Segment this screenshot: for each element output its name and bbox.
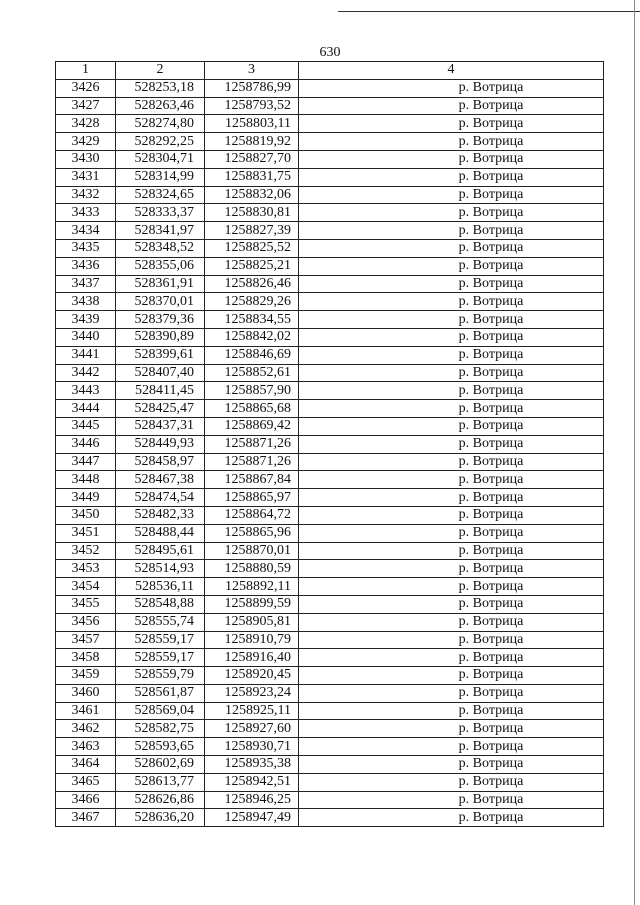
x-coordinate-cell: 528253,18 <box>116 79 205 97</box>
object-name-cell: р. Вотрица <box>299 613 604 631</box>
x-coordinate-cell: 528379,36 <box>116 311 205 329</box>
point-number-cell: 3464 <box>56 756 116 774</box>
y-coordinate-cell: 1258923,24 <box>205 684 299 702</box>
point-number-cell: 3436 <box>56 257 116 275</box>
object-name-cell: р. Вотрица <box>299 79 604 97</box>
x-coordinate-cell: 528467,38 <box>116 471 205 489</box>
point-number-cell: 3459 <box>56 667 116 685</box>
point-number-cell: 3428 <box>56 115 116 133</box>
object-name-cell: р. Вотрица <box>299 578 604 596</box>
table-row <box>56 631 604 649</box>
object-name-cell: р. Вотрица <box>299 204 604 222</box>
point-number-cell: 3448 <box>56 471 116 489</box>
x-coordinate-cell: 528425,47 <box>116 400 205 418</box>
y-coordinate-cell: 1258829,26 <box>205 293 299 311</box>
table-body <box>56 79 604 826</box>
object-name-cell: р. Вотрица <box>299 150 604 168</box>
page-number: 630 <box>319 45 341 60</box>
point-number-cell: 3437 <box>56 275 116 293</box>
x-coordinate-cell: 528482,33 <box>116 506 205 524</box>
y-coordinate-cell: 1258793,52 <box>205 97 299 115</box>
page-top-edge-line <box>338 11 640 12</box>
table-row <box>56 756 604 774</box>
point-number-cell: 3444 <box>56 400 116 418</box>
point-number-cell: 3454 <box>56 578 116 596</box>
table-row <box>56 560 604 578</box>
table-row <box>56 275 604 293</box>
table-row <box>56 97 604 115</box>
x-coordinate-cell: 528304,71 <box>116 150 205 168</box>
table-row <box>56 186 604 204</box>
object-name-cell: р. Вотрица <box>299 400 604 418</box>
object-name-cell: р. Вотрица <box>299 453 604 471</box>
object-name-cell: р. Вотрица <box>299 702 604 720</box>
y-coordinate-cell: 1258834,55 <box>205 311 299 329</box>
object-name-cell: р. Вотрица <box>299 239 604 257</box>
point-number-cell: 3458 <box>56 649 116 667</box>
y-coordinate-cell: 1258920,45 <box>205 667 299 685</box>
y-coordinate-cell: 1258865,97 <box>205 489 299 507</box>
x-coordinate-cell: 528559,79 <box>116 667 205 685</box>
y-coordinate-cell: 1258864,72 <box>205 506 299 524</box>
object-name-cell: р. Вотрица <box>299 684 604 702</box>
point-number-cell: 3467 <box>56 809 116 827</box>
point-number-cell: 3452 <box>56 542 116 560</box>
x-coordinate-cell: 528355,06 <box>116 257 205 275</box>
x-coordinate-cell: 528411,45 <box>116 382 205 400</box>
x-coordinate-cell: 528314,99 <box>116 168 205 186</box>
y-coordinate-cell: 1258870,01 <box>205 542 299 560</box>
y-coordinate-cell: 1258869,42 <box>205 417 299 435</box>
object-name-cell: р. Вотрица <box>299 791 604 809</box>
point-number-cell: 3442 <box>56 364 116 382</box>
x-coordinate-cell: 528602,69 <box>116 756 205 774</box>
table-row <box>56 453 604 471</box>
y-coordinate-cell: 1258935,38 <box>205 756 299 774</box>
x-coordinate-cell: 528636,20 <box>116 809 205 827</box>
table-row <box>56 400 604 418</box>
x-coordinate-cell: 528324,65 <box>116 186 205 204</box>
x-coordinate-cell: 528449,93 <box>116 435 205 453</box>
point-number-cell: 3430 <box>56 150 116 168</box>
object-name-cell: р. Вотрица <box>299 328 604 346</box>
y-coordinate-cell: 1258825,52 <box>205 239 299 257</box>
x-coordinate-cell: 528348,52 <box>116 239 205 257</box>
y-coordinate-cell: 1258865,96 <box>205 524 299 542</box>
y-coordinate-cell: 1258826,46 <box>205 275 299 293</box>
table-row <box>56 239 604 257</box>
y-coordinate-cell: 1258927,60 <box>205 720 299 738</box>
table-row <box>56 293 604 311</box>
y-coordinate-cell: 1258825,21 <box>205 257 299 275</box>
y-coordinate-cell: 1258803,11 <box>205 115 299 133</box>
point-number-cell: 3438 <box>56 293 116 311</box>
coordinates-table <box>55 61 604 827</box>
x-coordinate-cell: 528407,40 <box>116 364 205 382</box>
x-coordinate-cell: 528437,31 <box>116 417 205 435</box>
object-name-cell: р. Вотрица <box>299 720 604 738</box>
table-row <box>56 684 604 702</box>
object-name-cell: р. Вотрица <box>299 186 604 204</box>
point-number-cell: 3434 <box>56 222 116 240</box>
table-row <box>56 79 604 97</box>
object-name-cell: р. Вотрица <box>299 435 604 453</box>
table-row <box>56 471 604 489</box>
table-row <box>56 738 604 756</box>
point-number-cell: 3463 <box>56 738 116 756</box>
object-name-cell: р. Вотрица <box>299 649 604 667</box>
x-coordinate-cell: 528474,54 <box>116 489 205 507</box>
table-row <box>56 257 604 275</box>
table-row <box>56 720 604 738</box>
point-number-cell: 3441 <box>56 346 116 364</box>
object-name-cell: р. Вотрица <box>299 471 604 489</box>
point-number-cell: 3429 <box>56 133 116 151</box>
column-header-2: 2 <box>116 62 205 80</box>
y-coordinate-cell: 1258871,26 <box>205 453 299 471</box>
y-coordinate-cell: 1258930,71 <box>205 738 299 756</box>
object-name-cell: р. Вотрица <box>299 311 604 329</box>
point-number-cell: 3450 <box>56 506 116 524</box>
y-coordinate-cell: 1258910,79 <box>205 631 299 649</box>
table-row <box>56 595 604 613</box>
point-number-cell: 3426 <box>56 79 116 97</box>
x-coordinate-cell: 528361,91 <box>116 275 205 293</box>
object-name-cell: р. Вотрица <box>299 489 604 507</box>
point-number-cell: 3433 <box>56 204 116 222</box>
x-coordinate-cell: 528561,87 <box>116 684 205 702</box>
y-coordinate-cell: 1258842,02 <box>205 328 299 346</box>
point-number-cell: 3466 <box>56 791 116 809</box>
object-name-cell: р. Вотрица <box>299 809 604 827</box>
y-coordinate-cell: 1258892,11 <box>205 578 299 596</box>
table-row <box>56 435 604 453</box>
table-row <box>56 542 604 560</box>
column-header-4: 4 <box>299 62 604 80</box>
point-number-cell: 3435 <box>56 239 116 257</box>
table-row <box>56 773 604 791</box>
table-row <box>56 791 604 809</box>
x-coordinate-cell: 528399,61 <box>116 346 205 364</box>
y-coordinate-cell: 1258899,59 <box>205 595 299 613</box>
x-coordinate-cell: 528514,93 <box>116 560 205 578</box>
point-number-cell: 3465 <box>56 773 116 791</box>
x-coordinate-cell: 528613,77 <box>116 773 205 791</box>
column-header-3: 3 <box>205 62 299 80</box>
y-coordinate-cell: 1258865,68 <box>205 400 299 418</box>
point-number-cell: 3449 <box>56 489 116 507</box>
object-name-cell: р. Вотрица <box>299 346 604 364</box>
point-number-cell: 3451 <box>56 524 116 542</box>
table-row <box>56 150 604 168</box>
x-coordinate-cell: 528370,01 <box>116 293 205 311</box>
object-name-cell: р. Вотрица <box>299 257 604 275</box>
point-number-cell: 3455 <box>56 595 116 613</box>
point-number-cell: 3461 <box>56 702 116 720</box>
table-row <box>56 578 604 596</box>
y-coordinate-cell: 1258871,26 <box>205 435 299 453</box>
point-number-cell: 3445 <box>56 417 116 435</box>
table-row <box>56 417 604 435</box>
x-coordinate-cell: 528390,89 <box>116 328 205 346</box>
table-row <box>56 364 604 382</box>
point-number-cell: 3457 <box>56 631 116 649</box>
object-name-cell: р. Вотрица <box>299 667 604 685</box>
y-coordinate-cell: 1258786,99 <box>205 79 299 97</box>
table-row <box>56 702 604 720</box>
point-number-cell: 3440 <box>56 328 116 346</box>
table-row <box>56 346 604 364</box>
x-coordinate-cell: 528555,74 <box>116 613 205 631</box>
x-coordinate-cell: 528593,65 <box>116 738 205 756</box>
table-row <box>56 489 604 507</box>
y-coordinate-cell: 1258867,84 <box>205 471 299 489</box>
x-coordinate-cell: 528495,61 <box>116 542 205 560</box>
point-number-cell: 3439 <box>56 311 116 329</box>
object-name-cell: р. Вотрица <box>299 222 604 240</box>
object-name-cell: р. Вотрица <box>299 506 604 524</box>
object-name-cell: р. Вотрица <box>299 560 604 578</box>
x-coordinate-cell: 528548,88 <box>116 595 205 613</box>
point-number-cell: 3460 <box>56 684 116 702</box>
x-coordinate-cell: 528582,75 <box>116 720 205 738</box>
y-coordinate-cell: 1258819,92 <box>205 133 299 151</box>
table-row <box>56 649 604 667</box>
table-row <box>56 506 604 524</box>
y-coordinate-cell: 1258831,75 <box>205 168 299 186</box>
page-right-edge-line <box>634 0 635 905</box>
object-name-cell: р. Вотрица <box>299 293 604 311</box>
y-coordinate-cell: 1258946,25 <box>205 791 299 809</box>
y-coordinate-cell: 1258925,11 <box>205 702 299 720</box>
point-number-cell: 3453 <box>56 560 116 578</box>
table-row <box>56 168 604 186</box>
object-name-cell: р. Вотрица <box>299 115 604 133</box>
y-coordinate-cell: 1258830,81 <box>205 204 299 222</box>
object-name-cell: р. Вотрица <box>299 524 604 542</box>
object-name-cell: р. Вотрица <box>299 364 604 382</box>
table-row <box>56 328 604 346</box>
point-number-cell: 3431 <box>56 168 116 186</box>
x-coordinate-cell: 528559,17 <box>116 631 205 649</box>
object-name-cell: р. Вотрица <box>299 595 604 613</box>
y-coordinate-cell: 1258947,49 <box>205 809 299 827</box>
object-name-cell: р. Вотрица <box>299 542 604 560</box>
point-number-cell: 3446 <box>56 435 116 453</box>
object-name-cell: р. Вотрица <box>299 275 604 293</box>
y-coordinate-cell: 1258827,39 <box>205 222 299 240</box>
object-name-cell: р. Вотрица <box>299 738 604 756</box>
x-coordinate-cell: 528292,25 <box>116 133 205 151</box>
table-row <box>56 382 604 400</box>
table-row <box>56 613 604 631</box>
y-coordinate-cell: 1258916,40 <box>205 649 299 667</box>
x-coordinate-cell: 528559,17 <box>116 649 205 667</box>
table-row <box>56 524 604 542</box>
object-name-cell: р. Вотрица <box>299 133 604 151</box>
y-coordinate-cell: 1258832,06 <box>205 186 299 204</box>
column-header-1: 1 <box>56 62 116 80</box>
y-coordinate-cell: 1258852,61 <box>205 364 299 382</box>
table-row <box>56 204 604 222</box>
object-name-cell: р. Вотрица <box>299 773 604 791</box>
x-coordinate-cell: 528333,37 <box>116 204 205 222</box>
table-row <box>56 133 604 151</box>
table-header-row <box>56 62 604 80</box>
y-coordinate-cell: 1258846,69 <box>205 346 299 364</box>
y-coordinate-cell: 1258880,59 <box>205 560 299 578</box>
x-coordinate-cell: 528341,97 <box>116 222 205 240</box>
object-name-cell: р. Вотрица <box>299 97 604 115</box>
y-coordinate-cell: 1258942,51 <box>205 773 299 791</box>
table-row <box>56 809 604 827</box>
object-name-cell: р. Вотрица <box>299 631 604 649</box>
x-coordinate-cell: 528274,80 <box>116 115 205 133</box>
object-name-cell: р. Вотрица <box>299 756 604 774</box>
object-name-cell: р. Вотрица <box>299 382 604 400</box>
point-number-cell: 3432 <box>56 186 116 204</box>
point-number-cell: 3456 <box>56 613 116 631</box>
x-coordinate-cell: 528626,86 <box>116 791 205 809</box>
point-number-cell: 3462 <box>56 720 116 738</box>
point-number-cell: 3447 <box>56 453 116 471</box>
x-coordinate-cell: 528458,97 <box>116 453 205 471</box>
object-name-cell: р. Вотрица <box>299 168 604 186</box>
y-coordinate-cell: 1258905,81 <box>205 613 299 631</box>
table-row <box>56 222 604 240</box>
table-row <box>56 115 604 133</box>
x-coordinate-cell: 528536,11 <box>116 578 205 596</box>
table-row <box>56 311 604 329</box>
x-coordinate-cell: 528263,46 <box>116 97 205 115</box>
object-name-cell: р. Вотрица <box>299 417 604 435</box>
point-number-cell: 3427 <box>56 97 116 115</box>
y-coordinate-cell: 1258827,70 <box>205 150 299 168</box>
point-number-cell: 3443 <box>56 382 116 400</box>
y-coordinate-cell: 1258857,90 <box>205 382 299 400</box>
x-coordinate-cell: 528569,04 <box>116 702 205 720</box>
x-coordinate-cell: 528488,44 <box>116 524 205 542</box>
table-row <box>56 667 604 685</box>
